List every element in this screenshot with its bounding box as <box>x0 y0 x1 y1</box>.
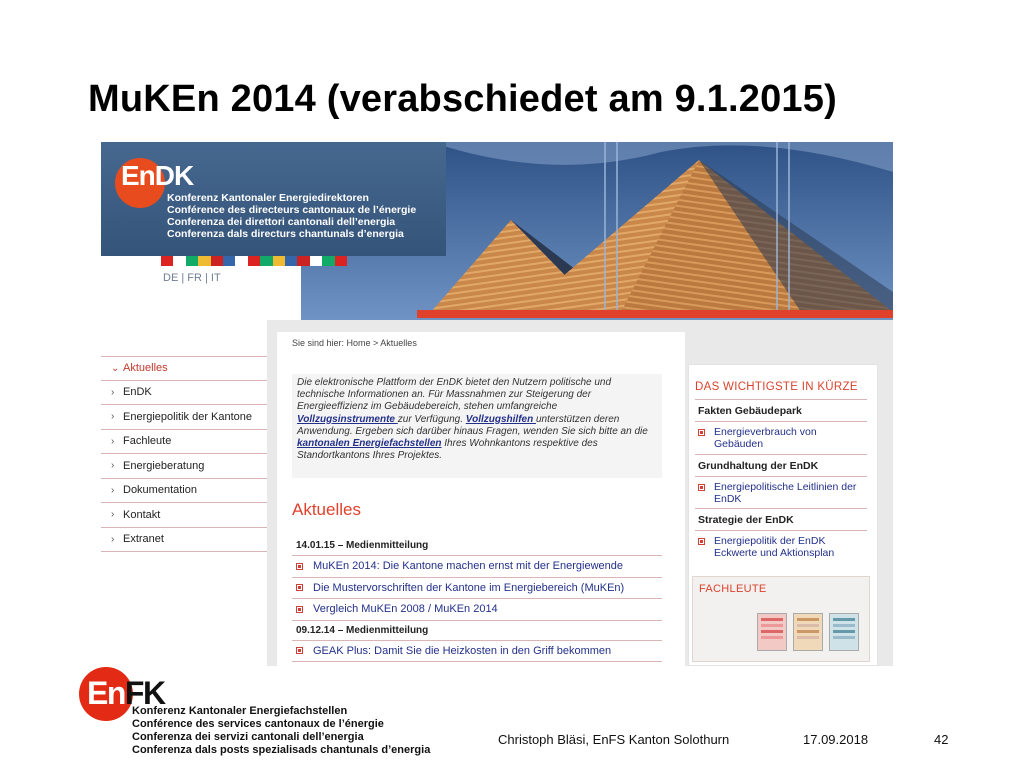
summary-link-line: Gebäuden <box>714 438 764 450</box>
news-date: 09.12.14 – Medienmitteilung <box>292 621 662 641</box>
slide-title: MuKEn 2014 (verabschiedet am 9.1.2015) <box>88 78 837 120</box>
nav-item-energieberatung[interactable] <box>101 454 267 479</box>
endk-line: Conferenza dals directurs chantunals d’energia <box>167 228 404 240</box>
enfk-organisation-names <box>132 705 430 757</box>
news-date: 14.01.15 – Medienmitteilung <box>292 536 662 556</box>
chevron-right-icon: › <box>111 386 115 398</box>
bullet-square-icon <box>296 563 303 570</box>
bullet-square-icon <box>698 538 705 545</box>
nav-item-label: Extranet <box>123 533 164 546</box>
chevron-right-icon: › <box>111 460 115 472</box>
endk-organisation-names <box>167 192 416 240</box>
footer-author: Christoph Bläsi, EnFS Kanton Solothurn <box>498 732 730 747</box>
canton-flags <box>161 256 347 266</box>
bullet-square-icon <box>296 647 303 654</box>
summary-link-line: Energieverbrauch von <box>714 426 817 438</box>
link-vollzugshilfen[interactable]: Vollzugshilfen <box>465 413 536 425</box>
nav-item-energiepolitik[interactable] <box>101 405 267 430</box>
nav-item-label: Fachleute <box>123 435 172 448</box>
divider <box>695 421 867 422</box>
header-banner <box>101 142 893 320</box>
endk-line: Conferenza dei direttori cantonali dell’energia <box>167 216 396 228</box>
nav-item-label: Kontakt <box>123 508 161 521</box>
intro-text-part: Ihres Wohnkantons respektive des Standortkantons Ihres Projektes. <box>297 438 598 462</box>
intro-text <box>292 374 662 478</box>
endk-header <box>101 142 446 256</box>
summary-link[interactable] <box>698 481 856 505</box>
news-item-label: Vergleich MuKEn 2008 / MuKEn 2014 <box>313 603 498 616</box>
chevron-down-icon: ⌄ <box>111 362 120 374</box>
nav-item-label: EnDK <box>123 386 152 399</box>
enfk-line: Konferenz Kantonaler Energiefachstellen <box>132 705 348 717</box>
document-thumbnail[interactable] <box>829 613 859 651</box>
bullet-square-icon <box>296 606 303 613</box>
fachleute-title: FACHLEUTE <box>699 583 767 595</box>
summary-link-line: EnDK <box>714 493 742 505</box>
nav-item-label: Dokumentation <box>123 484 197 497</box>
nav-item-aktuelles[interactable] <box>101 356 267 381</box>
page-number: 42 <box>934 732 949 747</box>
nav-item-fachleute[interactable] <box>101 430 267 455</box>
divider <box>695 508 867 509</box>
nav-item-kontakt[interactable] <box>101 503 267 528</box>
divider <box>695 476 867 477</box>
news-item[interactable] <box>292 599 662 621</box>
bullet-square-icon <box>698 429 705 436</box>
link-kantonale-energiefachstellen[interactable]: kantonalen Energiefachstellen <box>297 438 442 450</box>
link-vollzugsinstrumente[interactable]: Vollzugsinstrumente <box>297 413 398 425</box>
chevron-right-icon: › <box>111 411 115 423</box>
divider <box>695 454 867 455</box>
news-item[interactable] <box>292 556 662 578</box>
summary-heading: Fakten Gebäudepark <box>698 405 802 417</box>
chevron-right-icon: › <box>111 435 115 447</box>
nav-item-extranet[interactable] <box>101 528 267 553</box>
summary-heading: Grundhaltung der EnDK <box>698 460 819 472</box>
summary-link-line: Eckwerte und Aktionsplan <box>714 547 835 559</box>
bullet-square-icon <box>698 484 705 491</box>
news-item[interactable] <box>292 641 662 663</box>
endk-line: Konferenz Kantonaler Energiedirektoren <box>167 192 369 204</box>
footer-date: 17.09.2018 <box>803 732 869 747</box>
summary-link-line: Energiepolitische Leitlinien der <box>714 481 857 493</box>
summary-link[interactable] <box>698 426 817 450</box>
chevron-right-icon: › <box>111 484 115 496</box>
endk-logo-dk: DK <box>154 160 194 191</box>
enfk-logo-fk: FK <box>124 675 165 711</box>
fachleute-box[interactable] <box>692 576 870 662</box>
bullet-square-icon <box>296 584 303 591</box>
enfk-line: Conferenza dei servizi cantonali dell’energia <box>132 731 364 743</box>
endk-line: Conférence des directeurs cantonaux de l’énergie <box>167 204 417 216</box>
intro-text-part: unterstützen deren Anwendung. Ergeben sich darüber hinaus Fragen, wenden Sie sich bitte an die <box>297 413 648 437</box>
endk-logo-en: En <box>121 160 155 191</box>
summary-link-line: Energiepolitik der EnDK <box>714 535 826 547</box>
accent-strip <box>417 310 893 318</box>
enfk-line: Conferenza dals posts spezialisads chantunals d’energia <box>132 744 431 756</box>
divider <box>695 530 867 531</box>
news-item-label: Die Mustervorschriften der Kantone im Energiebereich (MuKEn) <box>313 581 625 594</box>
summary-box-title: DAS WICHTIGSTE IN KÜRZE <box>695 381 858 393</box>
language-switcher[interactable]: DE | FR | IT <box>163 272 221 284</box>
enfk-line: Conférence des services cantonaux de l’énergie <box>132 718 384 730</box>
endk-logo-text <box>121 160 193 192</box>
summary-link[interactable] <box>698 535 834 559</box>
intro-text-part: Die elektronische Plattform der EnDK bietet den Nutzern politische und technische Informationen an. Für Massnahmen zur Steigerung der Energieeffizienz im Gebäudebereich, stehen umfangreiche <box>297 377 612 413</box>
nav-item-label: Aktuelles <box>123 362 168 375</box>
nav-item-endk[interactable] <box>101 381 267 406</box>
divider <box>695 399 867 400</box>
website-screenshot <box>101 142 893 666</box>
nav-item-label: Energiepolitik der Kantone <box>123 410 253 423</box>
breadcrumb[interactable]: Sie sind hier: Home > Aktuelles <box>292 338 417 348</box>
intro-text-part: zur Verfügung. <box>397 413 466 425</box>
news-list <box>292 536 662 662</box>
news-item[interactable] <box>292 578 662 600</box>
left-navigation <box>101 356 267 552</box>
news-item-label: GEAK Plus: Damit Sie die Heizkosten in den Griff bekommen <box>313 644 612 657</box>
summary-heading: Strategie der EnDK <box>698 514 794 526</box>
aktuelles-heading: Aktuelles <box>292 500 361 519</box>
enfk-logo-en: En <box>87 675 125 711</box>
chevron-right-icon: › <box>111 533 115 545</box>
document-thumbnail[interactable] <box>757 613 787 651</box>
news-item-label: MuKEn 2014: Die Kantone machen ernst mit der Energiewende <box>313 560 624 573</box>
nav-item-label: Energieberatung <box>123 459 205 472</box>
document-thumbnail[interactable] <box>793 613 823 651</box>
chevron-right-icon: › <box>111 509 115 521</box>
nav-item-dokumentation[interactable] <box>101 479 267 504</box>
